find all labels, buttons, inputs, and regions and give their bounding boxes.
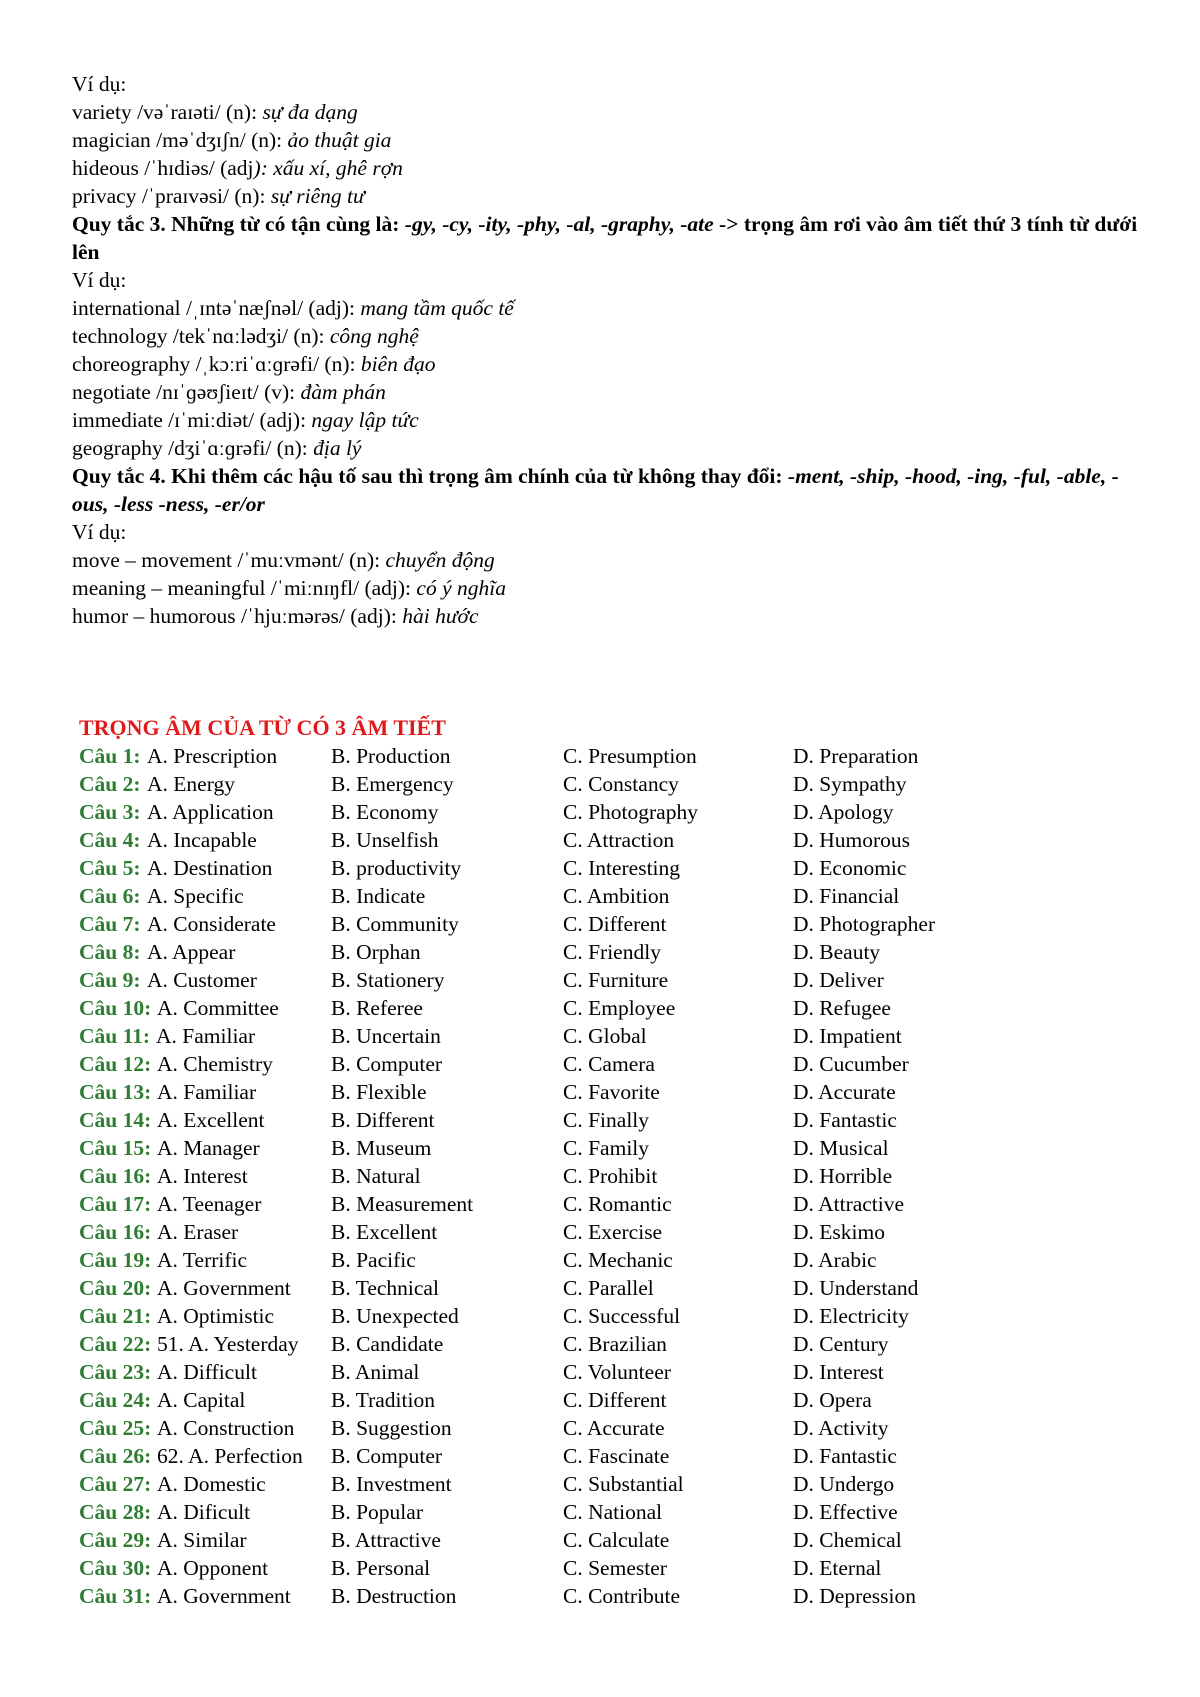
option-b: B. Economy [331,800,439,824]
option-c: C. Accurate [563,1416,665,1440]
example-word: privacy /ˈpraɪvəsi/ (n): [72,184,271,208]
rule-3-text: Quy tắc 3. Những từ có tận cùng là: [72,212,405,236]
example-meaning: đàm phán [300,380,386,404]
question-number: Câu 15: [79,1136,152,1160]
question-number: Câu 29: [79,1528,152,1552]
example-word: choreography /ˌkɔːriˈɑːɡrəfi/ (n): [72,352,361,376]
option-c: C. Employee [563,996,676,1020]
option-c: C. Brazilian [563,1332,667,1356]
option-c: C. Substantial [563,1472,684,1496]
option-d: D. Cucumber [793,1052,909,1076]
option-d: D. Arabic [793,1248,877,1272]
example-meaning: có ý nghĩa [416,576,506,600]
option-d: D. Electricity [793,1304,909,1328]
option-d: D. Financial [793,884,900,908]
option-c: C. Exercise [563,1220,663,1244]
question-number: Câu 13: [79,1080,152,1104]
option-d: D. Impatient [793,1024,902,1048]
example-line [72,378,1142,406]
example-meaning: công nghệ [329,324,419,348]
option-a: 62. A. Perfection [157,1444,303,1468]
option-b: B. Different [331,1108,435,1132]
option-b: B. Personal [331,1556,431,1580]
option-c: C. Interesting [563,856,681,880]
option-d: D. Attractive [793,1192,905,1216]
option-a: A. Specific [147,884,244,908]
option-c: C. Attraction [563,828,675,852]
example-line [72,154,1142,182]
option-b: B. Natural [331,1164,421,1188]
example-word: geography /dʒiˈɑːɡrəfi/ (n): [72,436,314,460]
option-a: A. Incapable [147,828,257,852]
option-a: A. Construction [157,1416,295,1440]
option-b: B. Popular [331,1500,423,1524]
example-list-3 [72,546,1142,630]
option-b: B. Attractive [331,1528,441,1552]
option-c: C. Calculate [563,1528,670,1552]
option-b: B. Pacific [331,1248,416,1272]
option-d: D. Beauty [793,940,881,964]
example-word: magician /məˈdʒɪʃn/ (n): [72,128,288,152]
question-number: Câu 28: [79,1500,152,1524]
question-number: Câu 27: [79,1472,152,1496]
example-word: hideous /ˈhɪdiəs/ (adj [72,156,254,180]
question-number: Câu 3: [79,800,141,824]
question-number: Câu 6: [79,884,141,908]
option-a: A. Considerate [147,912,276,936]
option-a: A. Chemistry [157,1052,273,1076]
example-word: negotiate /nɪˈɡəʊʃieɪt/ (v): [72,380,301,404]
option-d: D. Fantastic [793,1108,897,1132]
example-line [72,406,1142,434]
option-d: D. Undergo [793,1472,895,1496]
option-b: B. Destruction [331,1584,457,1608]
option-a: A. Manager [157,1136,260,1160]
question-number: Câu 11: [79,1024,151,1048]
question-number: Câu 23: [79,1360,152,1384]
option-b: B. productivity [331,856,462,880]
question-number: Câu 16: [79,1220,152,1244]
option-b: B. Referee [331,996,423,1020]
question-number: Câu 20: [79,1276,152,1300]
option-a: A. Government [157,1276,291,1300]
example-word: move – movement /ˈmuːvmənt/ (n): [72,548,386,572]
option-c: C. Constancy [563,772,679,796]
option-b: B. Emergency [331,772,454,796]
option-d: D. Humorous [793,828,911,852]
example-meaning: sự riêng tư [270,184,365,208]
question-number: Câu 1: [79,744,141,768]
rule-4 [72,462,1142,518]
example-line [72,126,1142,154]
question-number: Câu 30: [79,1556,152,1580]
question-number: Câu 5: [79,856,141,880]
example-heading: Ví dụ: [72,72,127,96]
option-c: C. Parallel [563,1276,654,1300]
example-line [72,294,1142,322]
option-d: D. Horrible [793,1164,893,1188]
section-title: TRỌNG ÂM CỦA TỪ CÓ 3 ÂM TIẾT [79,715,446,740]
option-a: A. Energy [147,772,235,796]
option-b: B. Flexible [331,1080,427,1104]
rule-3 [72,210,1142,266]
option-b: B. Candidate [331,1332,444,1356]
option-a: A. Interest [157,1164,248,1188]
question-number: Câu 4: [79,828,141,852]
option-d: D. Depression [793,1584,917,1608]
option-a: A. Eraser [157,1220,239,1244]
option-b: B. Production [331,744,451,768]
option-c: C. Semester [563,1556,667,1580]
option-b: B. Computer [331,1052,443,1076]
example-list-1 [72,98,1142,210]
option-b: B. Animal [331,1360,420,1384]
option-d: D. Eskimo [793,1220,885,1244]
example-heading: Ví dụ: [72,520,127,544]
example-line [72,98,1142,126]
option-d: D. Effective [793,1500,898,1524]
option-d: D. Preparation [793,744,919,768]
option-b: B. Museum [331,1136,432,1160]
option-a: A. Capital [157,1388,246,1412]
option-c: C. Contribute [563,1584,681,1608]
question-number: Câu 16: [79,1164,152,1188]
example-line [72,322,1142,350]
option-d: D. Economic [793,856,907,880]
example-word: humor – humorous /ˈhjuːmərəs/ (adj): [72,604,403,628]
example-meaning: mang tầm quốc tế [360,296,514,320]
option-c: C. Mechanic [563,1248,673,1272]
option-c: C. Ambition [563,884,670,908]
example-line [72,350,1142,378]
example-line [72,574,1142,602]
option-a: A. Destination [147,856,273,880]
option-d: D. Understand [793,1276,919,1300]
rule-3-suffixes: -gy, -cy, -ity, -phy, -al, -graphy, -ate [404,212,714,236]
example-meaning: địa lý [313,436,362,460]
option-a: A. Customer [147,968,257,992]
question-number: Câu 22: [79,1332,152,1356]
option-d: D. Century [793,1332,889,1356]
question-number: Câu 19: [79,1248,152,1272]
question-number: Câu 7: [79,912,141,936]
question-number: Câu 31: [79,1584,152,1608]
example-word: international /ˌɪntəˈnæʃnəl/ (adj): [72,296,361,320]
option-a: A. Familiar [156,1024,256,1048]
option-b: B. Indicate [331,884,426,908]
option-b: B. Uncertain [331,1024,441,1048]
example-line [72,546,1142,574]
option-c: C. Successful [563,1304,681,1328]
option-c: C. Volunteer [563,1360,671,1384]
question-number: Câu 10: [79,996,152,1020]
example-word: immediate /ɪˈmiːdiət/ (adj): [72,408,312,432]
option-c: C. Prohibit [563,1164,658,1188]
option-b: B. Tradition [331,1388,435,1412]
option-d: D. Opera [793,1388,872,1412]
option-b: B. Stationery [331,968,445,992]
option-d: D. Accurate [793,1080,896,1104]
example-meaning: biên đạo [360,352,436,376]
option-b: B. Excellent [331,1220,438,1244]
example-meaning: sự đa dạng [262,100,358,124]
option-b: B. Measurement [331,1192,474,1216]
option-b: B. Orphan [331,940,421,964]
option-a: A. Teenager [157,1192,262,1216]
rule-4-text: Quy tắc 4. Khi thêm các hậu tố sau thì trọng âm chính của từ không thay đổi: [72,464,788,488]
example-meaning: ): xấu xí, ghê rợn [253,156,403,180]
option-a: A. Opponent [157,1556,269,1580]
option-c: C. Presumption [563,744,697,768]
example-meaning: chuyển động [385,548,495,572]
option-c: C. Fascinate [563,1444,670,1468]
option-a: A. Prescription [147,744,278,768]
question-number: Câu 14: [79,1108,152,1132]
option-a: A. Dificult [157,1500,251,1524]
option-d: D. Musical [793,1136,889,1160]
question-number: Câu 25: [79,1416,152,1440]
option-a: A. Terrific [157,1248,248,1272]
option-a: A. Optimistic [157,1304,275,1328]
option-c: C. Favorite [563,1080,660,1104]
example-line [72,434,1142,462]
question-number: Câu 24: [79,1388,152,1412]
option-d: D. Activity [793,1416,889,1440]
question-number: Câu 12: [79,1052,152,1076]
option-b: B. Computer [331,1444,443,1468]
option-c: C. Friendly [563,940,661,964]
option-b: B. Suggestion [331,1416,452,1440]
option-d: D. Refugee [793,996,891,1020]
example-line [72,182,1142,210]
question-number: Câu 2: [79,772,141,796]
option-a: A. Similar [157,1528,247,1552]
option-d: D. Sympathy [793,772,907,796]
example-meaning: ảo thuật gia [287,128,392,152]
option-a: A. Application [147,800,274,824]
example-word: variety /vəˈraɪəti/ (n): [72,100,263,124]
option-c: C. Romantic [563,1192,672,1216]
option-c: C. Furniture [563,968,669,992]
option-a: A. Appear [147,940,236,964]
option-d: D. Deliver [793,968,884,992]
option-c: C. Photography [563,800,698,824]
option-c: C. Family [563,1136,650,1160]
option-a: A. Committee [157,996,279,1020]
option-a: A. Government [157,1584,291,1608]
option-d: D. Interest [793,1360,884,1384]
option-d: D. Apology [793,800,894,824]
option-b: B. Unexpected [331,1304,459,1328]
rule-4-suffixes: -ment, -ship, -hood, -ing, -ful, -able, -ous, -less -ness, -er/or [72,464,1119,516]
option-a: A. Difficult [157,1360,257,1384]
example-word: meaning – meaningful /ˈmiːnɪŋfl/ (adj): [72,576,417,600]
option-a: A. Domestic [157,1472,266,1496]
option-a: 51. A. Yesterday [157,1332,299,1356]
question-number: Câu 17: [79,1192,152,1216]
question-number: Câu 26: [79,1444,152,1468]
option-c: C. Different [563,1388,667,1412]
example-word: technology /tekˈnɑːlədʒi/ (n): [72,324,330,348]
option-b: B. Technical [331,1276,439,1300]
option-c: C. National [563,1500,663,1524]
option-c: C. Camera [563,1052,655,1076]
option-b: B. Unselfish [331,828,439,852]
rule-3-tail: -> trọng âm rơi vào âm tiết thứ 3 tính từ dưới lên [72,212,1138,264]
option-d: D. Fantastic [793,1444,897,1468]
option-d: D. Photographer [793,912,936,936]
option-b: B. Investment [331,1472,452,1496]
option-d: D. Chemical [793,1528,902,1552]
question-number: Câu 9: [79,968,141,992]
option-c: C. Global [563,1024,647,1048]
option-a: A. Excellent [157,1108,265,1132]
option-d: D. Eternal [793,1556,882,1580]
example-meaning: hài hước [402,604,479,628]
option-c: C. Different [563,912,667,936]
question-number: Câu 8: [79,940,141,964]
example-line [72,602,1142,630]
option-c: C. Finally [563,1108,650,1132]
example-meaning: ngay lập tức [311,408,419,432]
option-a: A. Familiar [157,1080,257,1104]
option-b: B. Community [331,912,459,936]
question-number: Câu 21: [79,1304,152,1328]
document-body [72,70,1142,630]
example-heading: Ví dụ: [72,268,127,292]
example-list-2 [72,294,1142,462]
